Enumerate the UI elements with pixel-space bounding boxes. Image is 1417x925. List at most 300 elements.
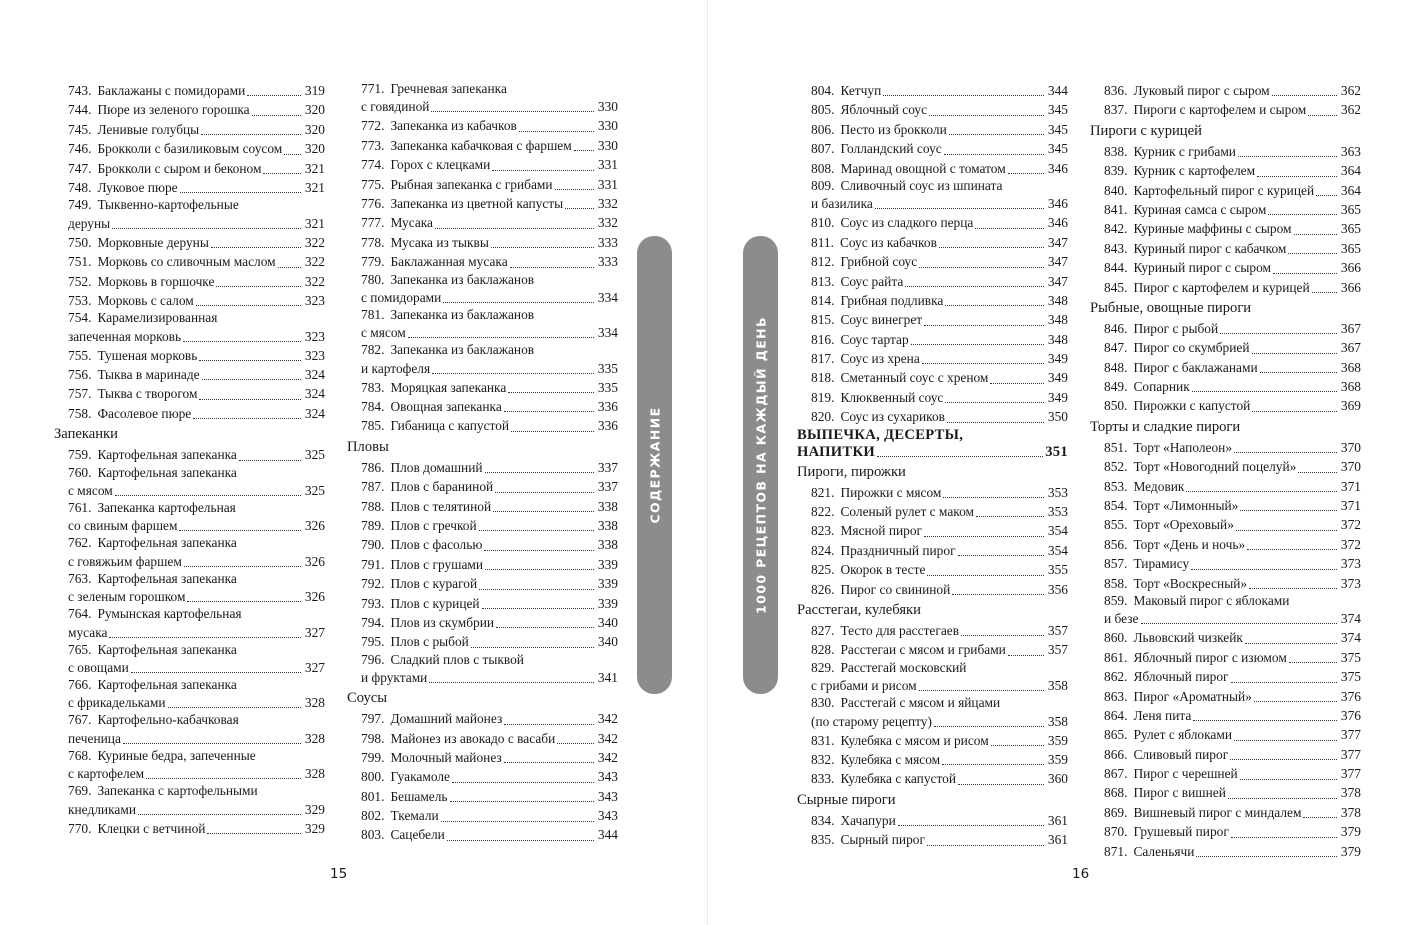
- toc-entry: [347, 213, 618, 232]
- toc-entry: [1090, 515, 1361, 534]
- recipe-number: 850.: [1104, 398, 1128, 414]
- recipe-number: 797.: [361, 711, 385, 727]
- dot-leader: [1192, 390, 1337, 392]
- dot-leader: [1238, 155, 1337, 157]
- page-ref: 359: [1047, 732, 1068, 748]
- recipe-title: Голландский соус: [840, 141, 942, 157]
- recipe-title-continued: (по старому рецепту): [811, 713, 932, 729]
- toc-entry: [347, 458, 618, 477]
- dot-leader: [958, 554, 1044, 556]
- recipe-title: Пирог с черешней: [1133, 766, 1238, 782]
- recipe-title: Запеканка кабачковая с фаршем: [390, 137, 572, 153]
- dot-leader: [1288, 252, 1337, 254]
- recipe-title: Грибная подливка: [840, 292, 944, 308]
- dot-leader: [485, 471, 594, 473]
- recipe-number: 861.: [1104, 649, 1128, 665]
- page-ref: 320: [304, 102, 325, 118]
- recipe-title: Запеканка из баклажанов: [390, 342, 535, 358]
- toc-entry: [797, 695, 1068, 730]
- toc-entry-line-1: [68, 642, 325, 658]
- recipe-title: Пирожки с капустой: [1133, 398, 1251, 414]
- side-tab-right-label: 1000 РЕЦЕПТОВ НА КАЖДЫЙ ДЕНЬ: [753, 316, 768, 614]
- dot-leader: [479, 588, 594, 590]
- dot-leader: [877, 455, 1043, 457]
- toc-entry-line-2: [1104, 609, 1361, 628]
- toc-entry-line-2: [361, 97, 618, 116]
- dot-leader: [519, 130, 594, 132]
- toc-entry-line-2: [361, 359, 618, 378]
- toc-entry: [54, 81, 325, 100]
- toc-entry: [54, 346, 325, 365]
- recipe-number: 857.: [1104, 556, 1128, 572]
- side-tab-right: [743, 236, 778, 694]
- recipe-number: 816.: [811, 331, 835, 347]
- toc-entry: [54, 500, 325, 535]
- dot-leader: [975, 227, 1044, 229]
- page-ref: 330: [597, 99, 618, 115]
- recipe-title: Картофельная запеканка: [97, 570, 237, 586]
- dot-leader: [1191, 568, 1337, 570]
- recipe-number: 863.: [1104, 688, 1128, 704]
- recipe-title-continued: с помидорами: [361, 289, 442, 305]
- recipe-title: Пирог со свининой: [840, 581, 951, 597]
- dot-leader: [211, 246, 301, 248]
- recipe-number: 866.: [1104, 746, 1128, 762]
- recipe-number: 859.: [1104, 592, 1128, 608]
- recipe-number: 761.: [68, 500, 92, 516]
- toc-entry: [347, 787, 618, 806]
- toc-entry: [347, 535, 618, 554]
- toc-entry-line-1: [68, 197, 325, 213]
- recipe-title: Куриный пирог с сыром: [1133, 260, 1271, 276]
- page-ref: 345: [1047, 102, 1068, 118]
- recipe-title: Торт «День и ночь»: [1133, 536, 1246, 552]
- chapter-heading: [797, 427, 1068, 461]
- recipe-title: Медовик: [1133, 478, 1185, 494]
- page-ref: 338: [597, 498, 618, 514]
- toc-entry: [347, 136, 618, 155]
- dot-leader: [263, 172, 301, 174]
- page-ref: 349: [1047, 389, 1068, 405]
- toc-entry: [797, 388, 1068, 407]
- toc-entry: [1090, 181, 1361, 200]
- recipe-number: 855.: [1104, 517, 1128, 533]
- recipe-number: 794.: [361, 614, 385, 630]
- page-ref: 340: [597, 634, 618, 650]
- dot-leader: [496, 626, 594, 628]
- toc-entry-line-1: [68, 606, 325, 622]
- recipe-title: Запеканка с картофельными: [97, 783, 258, 799]
- page-ref: 323: [304, 347, 325, 363]
- recipe-number: 815.: [811, 312, 835, 328]
- page-ref: 345: [1047, 121, 1068, 137]
- recipe-number: 836.: [1104, 82, 1128, 98]
- recipe-number: 818.: [811, 370, 835, 386]
- dot-leader: [952, 593, 1044, 595]
- page-ref: 364: [1340, 182, 1361, 198]
- recipe-title: Морковь с салом: [97, 292, 194, 308]
- toc-entry: [797, 233, 1068, 252]
- page-ref: 356: [1047, 581, 1068, 597]
- recipe-number: 792.: [361, 576, 385, 592]
- toc-entry: [54, 571, 325, 606]
- dot-leader: [919, 689, 1044, 691]
- page-ref: 347: [1047, 234, 1068, 250]
- page-ref: 339: [597, 556, 618, 572]
- dot-leader: [929, 114, 1044, 116]
- recipe-number: 804.: [811, 82, 835, 98]
- toc-entry: [347, 272, 618, 307]
- recipe-number: 790.: [361, 537, 385, 553]
- toc-entry: [347, 806, 618, 825]
- page-ref: 367: [1340, 340, 1361, 356]
- recipe-title: Мусака из тыквы: [390, 234, 489, 250]
- side-tab-left: [637, 236, 672, 694]
- toc-entry: [1090, 358, 1361, 377]
- recipe-title: Праздничный пирог: [840, 542, 956, 558]
- page-ref: 324: [304, 405, 325, 421]
- page-ref: 358: [1047, 713, 1068, 729]
- toc-entry: [797, 120, 1068, 139]
- toc-entry: [1090, 200, 1361, 219]
- page-ref: 377: [1340, 746, 1361, 762]
- dot-leader: [504, 723, 594, 725]
- toc-entry-line-1: [811, 695, 1068, 711]
- recipe-title: Тыква с творогом: [97, 386, 198, 402]
- recipe-number: 772.: [361, 118, 385, 134]
- toc-entry: [797, 272, 1068, 291]
- dot-leader: [1141, 622, 1338, 624]
- recipe-number: 764.: [68, 606, 92, 622]
- recipe-number: 793.: [361, 595, 385, 611]
- toc-entry: [347, 516, 618, 535]
- recipe-number: 796.: [361, 651, 385, 667]
- recipe-title: Запеканка картофельная: [97, 500, 236, 516]
- recipe-number: 776.: [361, 195, 385, 211]
- recipe-number: 806.: [811, 121, 835, 137]
- page-ref: 345: [1047, 141, 1068, 157]
- dot-leader: [1196, 855, 1337, 857]
- recipe-title: Яблочный пирог: [1133, 669, 1229, 685]
- section-heading: Торты и сладкие пироги: [1090, 418, 1241, 435]
- page-ref: 353: [1047, 484, 1068, 500]
- toc-entry: [1090, 574, 1361, 593]
- page-ref: 342: [597, 730, 618, 746]
- toc-entry: [347, 555, 618, 574]
- recipe-title-continued: мусака: [68, 624, 108, 640]
- dot-leader: [1228, 797, 1337, 799]
- recipe-title: Бешамель: [390, 788, 448, 804]
- page-ref: 338: [597, 518, 618, 534]
- recipe-title: Румынская картофельная: [97, 606, 242, 622]
- recipe-number: 765.: [68, 641, 92, 657]
- page-ref: 377: [1340, 727, 1361, 743]
- recipe-number: 841.: [1104, 201, 1128, 217]
- toc-entry: [1090, 496, 1361, 515]
- dot-leader: [447, 839, 594, 841]
- recipe-number: 871.: [1104, 843, 1128, 859]
- recipe-number: 828.: [811, 642, 835, 658]
- recipe-number: 837.: [1104, 102, 1128, 118]
- toc-entry: [1090, 338, 1361, 357]
- dot-leader: [112, 227, 301, 229]
- toc-entry: [1090, 219, 1361, 238]
- recipe-number: 864.: [1104, 707, 1128, 723]
- toc-entry-line-2: [361, 288, 618, 307]
- recipe-title: Фасолевое пюре: [97, 405, 192, 421]
- page-ref: 331: [597, 176, 618, 192]
- recipe-number: 847.: [1104, 340, 1128, 356]
- dot-leader: [123, 742, 301, 744]
- page-ref: 320: [304, 141, 325, 157]
- dot-leader: [1289, 661, 1337, 663]
- side-tab-left-label: СОДЕРЖАНИЕ: [647, 406, 662, 524]
- page-number-right: 16: [1072, 866, 1090, 882]
- toc-entry: [347, 397, 618, 416]
- dot-leader: [207, 832, 301, 834]
- recipe-number: 865.: [1104, 727, 1128, 743]
- page-ref: 332: [597, 195, 618, 211]
- toc-entry: [54, 252, 325, 271]
- recipe-title: Торт «Наполеон»: [1133, 439, 1233, 455]
- page-ref: 336: [597, 418, 618, 434]
- section-heading: Рыбные, овощные пироги: [1090, 299, 1252, 316]
- recipe-title: Сливочный соус из шпината: [840, 177, 1003, 193]
- recipe-number: 785.: [361, 418, 385, 434]
- toc-entry-line-1: [361, 342, 618, 358]
- page-ref: 327: [304, 659, 325, 675]
- recipe-title-continued: деруны: [68, 215, 111, 231]
- toc-entry: [797, 660, 1068, 695]
- dot-leader: [1008, 172, 1044, 174]
- toc-entry: [54, 677, 325, 712]
- page-ref: 323: [304, 292, 325, 308]
- page-ref: 371: [1340, 498, 1361, 514]
- dot-leader: [1240, 509, 1337, 511]
- recipe-number: 840.: [1104, 182, 1128, 198]
- toc-entry: [797, 731, 1068, 750]
- dot-leader: [179, 529, 301, 531]
- dot-leader: [1193, 719, 1337, 721]
- toc-column-2: [347, 81, 618, 845]
- recipe-title: Плов с грушами: [390, 556, 484, 572]
- toc-entry-line-2: [361, 323, 618, 342]
- dot-leader: [1234, 451, 1337, 453]
- recipe-title: Пюре из зеленого горошка: [97, 102, 250, 118]
- toc-entry: [347, 116, 618, 135]
- recipe-number: 800.: [361, 769, 385, 785]
- toc-entry: [54, 120, 325, 139]
- toc-entry: [797, 100, 1068, 119]
- recipe-title: Запеканка из цветной капусты: [390, 195, 564, 211]
- toc-entry: [347, 632, 618, 651]
- dot-leader: [202, 378, 301, 380]
- recipe-number: 787.: [361, 479, 385, 495]
- page-ref: 363: [1340, 143, 1361, 159]
- toc-entry-line-1: [1104, 593, 1361, 609]
- recipe-title: Морковные деруны: [97, 234, 209, 250]
- page-ref: 326: [304, 518, 325, 534]
- toc-entry: [797, 291, 1068, 310]
- toc-entry-line-1: [68, 310, 325, 326]
- page-ref: 367: [1340, 320, 1361, 336]
- toc-entry: [54, 384, 325, 403]
- page-ref: 327: [304, 624, 325, 640]
- page-ref: 326: [304, 553, 325, 569]
- recipe-title: Кулебяка с мясом и рисом: [840, 732, 989, 748]
- dot-leader: [1272, 94, 1337, 96]
- page-ref: 332: [597, 215, 618, 231]
- page-ref: 346: [1047, 160, 1068, 176]
- recipe-title: Овощная запеканка: [390, 399, 502, 415]
- page-ref: 365: [1340, 240, 1361, 256]
- recipe-title: Соус винегрет: [840, 312, 923, 328]
- page-ref: 329: [304, 801, 325, 817]
- toc-entry: [797, 81, 1068, 100]
- recipe-title: Морковь со сливочным маслом: [97, 254, 276, 270]
- toc-entry: [1090, 258, 1361, 277]
- recipe-title-continued: кнедликами: [68, 801, 136, 817]
- page-ref: 349: [1047, 351, 1068, 367]
- page-ref: 366: [1340, 279, 1361, 295]
- toc-entry: [1090, 554, 1361, 573]
- page-ref: 376: [1340, 688, 1361, 704]
- recipe-title: Львовский чизкейк: [1133, 630, 1243, 646]
- toc-entry: [797, 159, 1068, 178]
- recipe-number: 844.: [1104, 260, 1128, 276]
- page-ref: 319: [304, 82, 325, 98]
- toc-entry: [1090, 457, 1361, 476]
- toc-entry-line-2: [68, 516, 325, 535]
- recipe-number: 791.: [361, 556, 385, 572]
- recipe-title: Грибной соус: [840, 254, 918, 270]
- dot-leader: [408, 336, 594, 338]
- dot-leader: [1268, 213, 1337, 215]
- toc-entry-line-1: [68, 783, 325, 799]
- chapter-title-line-1: ВЫПЕЧКА, ДЕСЕРТЫ,: [797, 426, 964, 443]
- recipe-number: 759.: [68, 447, 92, 463]
- page-ref: 333: [597, 234, 618, 250]
- toc-entry: [797, 580, 1068, 599]
- toc-entry-line-1: [68, 712, 325, 728]
- page-number-left: 15: [330, 866, 348, 882]
- dot-leader: [1230, 758, 1337, 760]
- dot-leader: [1186, 490, 1337, 492]
- page-ref: 373: [1340, 556, 1361, 572]
- page-ref: 364: [1340, 163, 1361, 179]
- recipe-number: 808.: [811, 160, 835, 176]
- toc-entry: [54, 465, 325, 500]
- recipe-number: 868.: [1104, 785, 1128, 801]
- recipe-number: 812.: [811, 254, 835, 270]
- toc-entry: [1090, 535, 1361, 554]
- dot-leader: [1245, 642, 1337, 644]
- page-ref: 324: [304, 386, 325, 402]
- recipe-title: Запеканка из баклажанов: [390, 271, 535, 287]
- dot-leader: [216, 285, 301, 287]
- dot-leader: [196, 304, 301, 306]
- dot-leader: [435, 227, 594, 229]
- recipe-number: 805.: [811, 102, 835, 118]
- dot-leader: [184, 565, 301, 567]
- toc-entry: [54, 819, 325, 838]
- dot-leader: [247, 94, 301, 96]
- dot-leader: [450, 800, 594, 802]
- page-ref: 348: [1047, 331, 1068, 347]
- dot-leader: [146, 777, 301, 779]
- page-ref: 355: [1047, 562, 1068, 578]
- dot-leader: [1316, 194, 1337, 196]
- recipe-title: Моряцкая запеканка: [390, 379, 507, 395]
- toc-entry: [54, 642, 325, 677]
- recipe-title: Сырный пирог: [840, 832, 925, 848]
- page-ref: 322: [304, 234, 325, 250]
- toc-entry: [1090, 822, 1361, 841]
- dot-leader: [493, 510, 594, 512]
- page-ref: 328: [304, 730, 325, 746]
- dot-leader: [479, 529, 594, 531]
- dot-leader: [1231, 681, 1337, 683]
- dot-leader: [958, 783, 1044, 785]
- recipe-number: 778.: [361, 234, 385, 250]
- recipe-number: 854.: [1104, 498, 1128, 514]
- recipe-title: Горох с клецками: [390, 157, 491, 173]
- dot-leader: [485, 568, 594, 570]
- recipe-number: 752.: [68, 273, 92, 289]
- toc-entry: [347, 252, 618, 271]
- toc-entry: [347, 378, 618, 397]
- recipe-title: Гибаница с капустой: [390, 418, 510, 434]
- dot-leader: [1252, 410, 1337, 412]
- recipe-title: Гречневая запеканка: [390, 81, 507, 96]
- dot-leader: [875, 207, 1044, 209]
- page-ref: 360: [1047, 771, 1068, 787]
- toc-entry: [347, 709, 618, 728]
- recipe-title: Картофельный пирог с курицей: [1133, 182, 1315, 198]
- recipe-title: Баклажанная мусака: [390, 254, 508, 270]
- recipe-title: Пирожки с мясом: [840, 484, 942, 500]
- recipe-title: Запеканка из баклажанов: [390, 306, 535, 322]
- toc-entry: [1090, 142, 1361, 161]
- recipe-number: 839.: [1104, 163, 1128, 179]
- page-ref: 379: [1340, 843, 1361, 859]
- toc-entry: [1090, 745, 1361, 764]
- recipe-title: Карамелизированная: [97, 310, 218, 326]
- recipe-title: Плов с бараниной: [390, 479, 494, 495]
- recipe-title: Плов с гречкой: [390, 518, 477, 534]
- toc-entry-line-1: [68, 748, 325, 764]
- dot-leader: [1303, 816, 1337, 818]
- recipe-title: Торт «Ореховый»: [1133, 517, 1234, 533]
- dot-leader: [508, 391, 594, 393]
- page-ref: 377: [1340, 766, 1361, 782]
- page-ref: 336: [597, 399, 618, 415]
- dot-leader: [944, 153, 1044, 155]
- recipe-number: 747.: [68, 160, 92, 176]
- toc-entry: [1090, 784, 1361, 803]
- toc-entry-line-2: [68, 481, 325, 500]
- dot-leader: [574, 149, 594, 151]
- recipe-title: Плов домашний: [390, 459, 483, 475]
- page-ref: 343: [597, 769, 618, 785]
- recipe-number: 783.: [361, 379, 385, 395]
- toc-entry-line-2: [68, 587, 325, 606]
- recipe-title: Пирог «Ароматный»: [1133, 688, 1252, 704]
- toc-entry: [1090, 803, 1361, 822]
- recipe-title: Пирог с баклажанами: [1133, 359, 1258, 375]
- recipe-title: Соус из хрена: [840, 351, 920, 367]
- dot-leader: [511, 430, 594, 432]
